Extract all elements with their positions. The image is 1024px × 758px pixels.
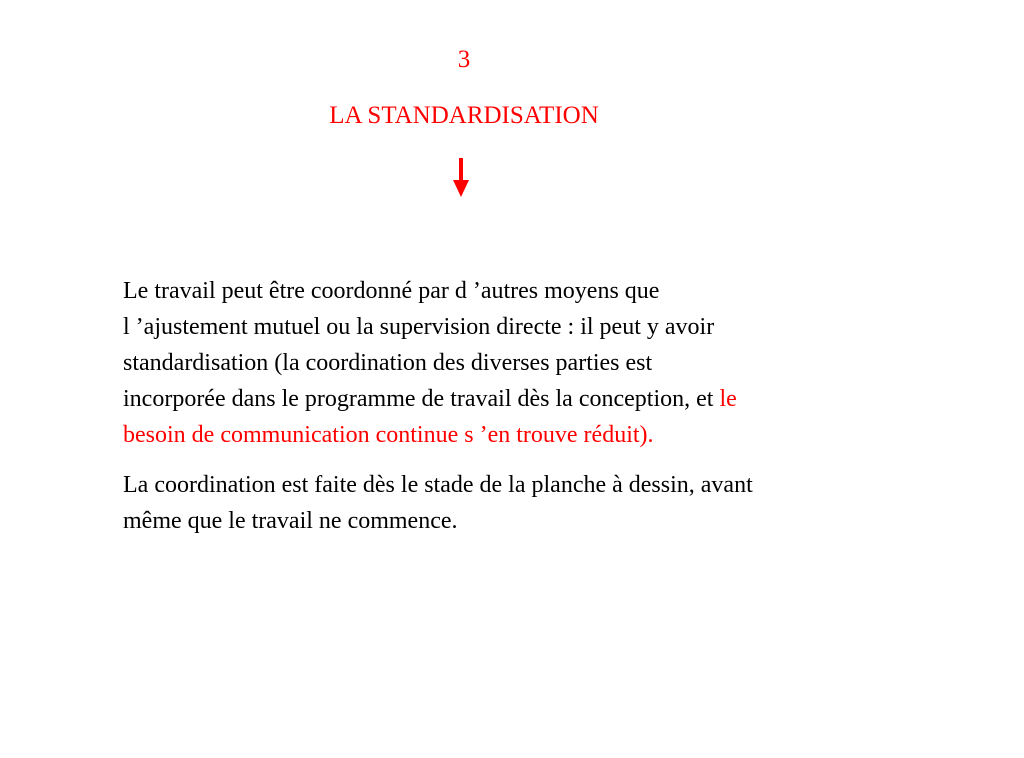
paragraph1-line3: standardisation (la coordination des diverses parties est — [123, 350, 653, 376]
slide-title: LA STANDARDISATION — [329, 102, 599, 129]
paragraph1-line2: l ’ajustement mutuel ou la supervision directe : il peut y avoir — [123, 314, 715, 340]
highlight-communication: besoin de communication continue s ’en trouve réduit). — [123, 422, 654, 448]
paragraph-standardisation — [123, 273, 923, 453]
paragraph2-line2: même que le travail ne commence. — [123, 508, 458, 534]
arrow-down-icon — [450, 158, 472, 198]
highlight-le: le — [719, 386, 737, 412]
paragraph2-line1: La coordination est faite dès le stade de la planche à dessin, avant — [123, 472, 753, 498]
body-text — [123, 273, 923, 553]
paragraph-coordination — [123, 467, 923, 539]
arrow-head — [453, 180, 469, 197]
paragraph1-line1: Le travail peut être coordonné par d ’autres moyens que — [123, 278, 660, 304]
slide-number: 3 — [457, 46, 471, 73]
paragraph1-line4: incorporée dans le programme de travail dès la conception, et — [123, 386, 720, 412]
